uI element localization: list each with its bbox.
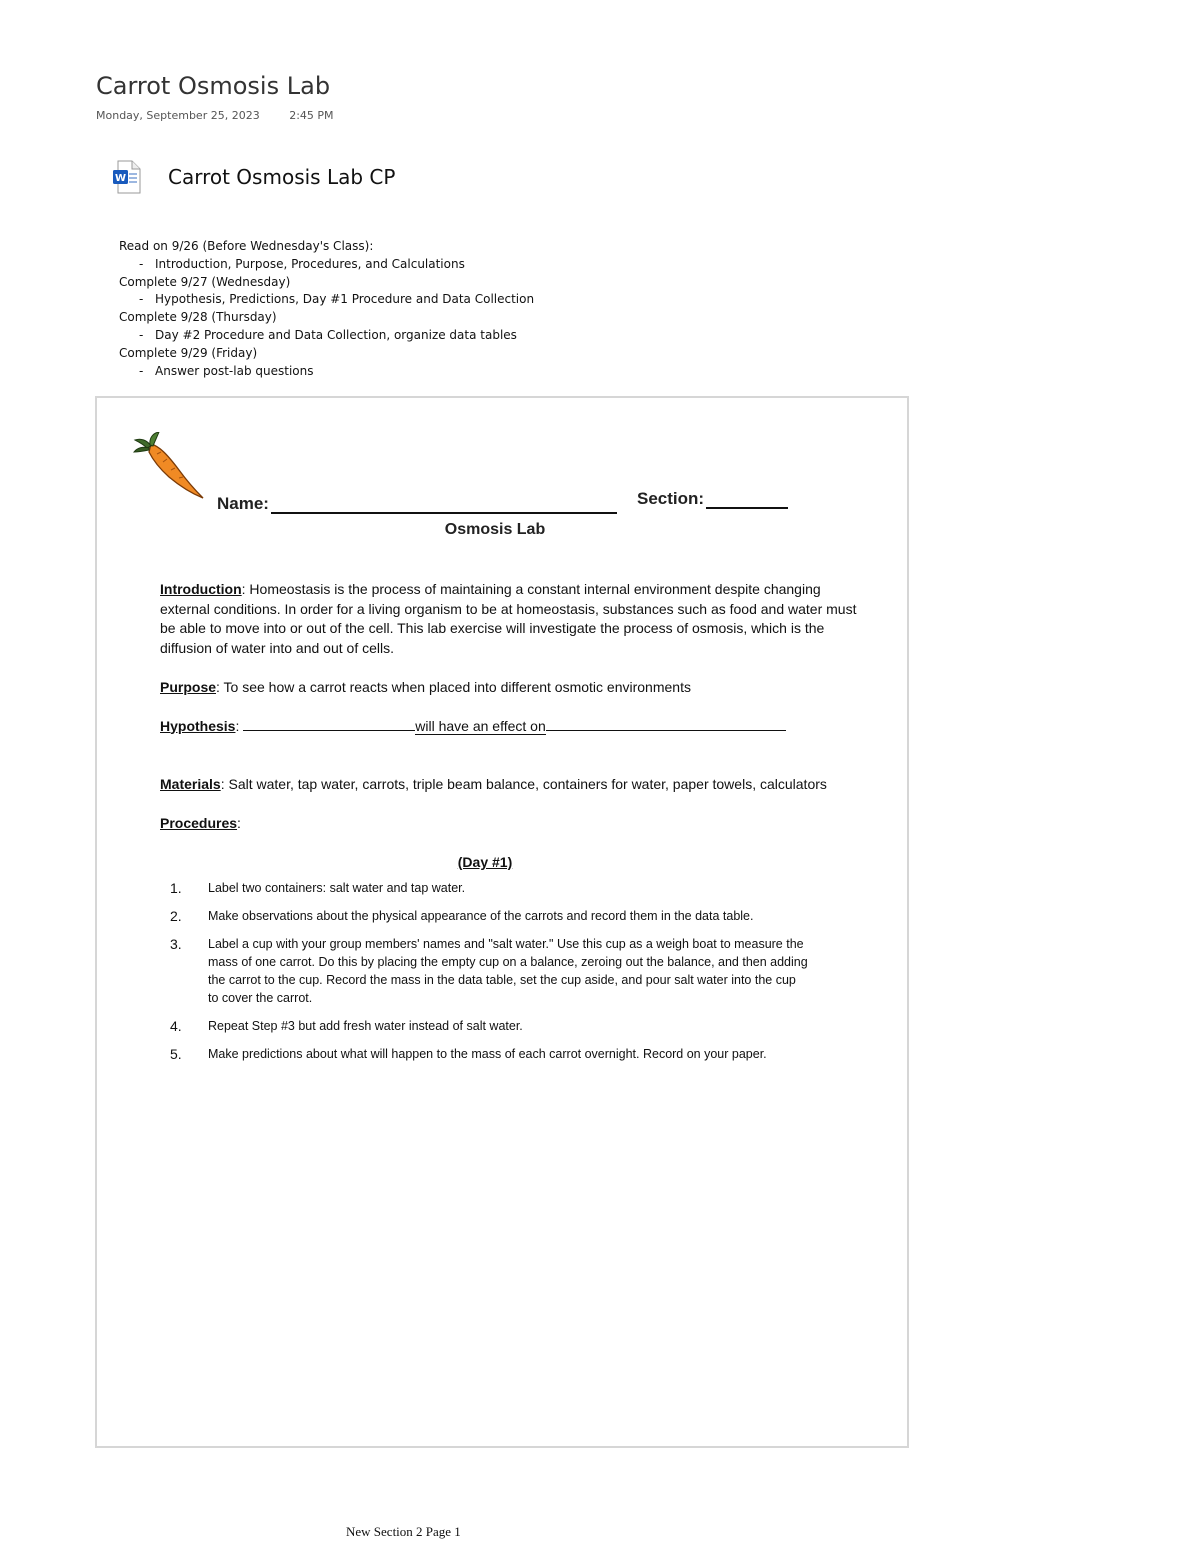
name-field <box>217 494 617 514</box>
schedule-heading: Complete 9/27 (Wednesday) <box>119 274 291 289</box>
schedule-heading: Complete 9/28 (Thursday) <box>119 310 277 325</box>
purpose-paragraph: Purpose: To see how a carrot reacts when placed into different osmotic environments <box>160 678 691 695</box>
document-printout <box>95 396 909 1448</box>
hypothesis-paragraph: Hypothesis: will have an effect on <box>160 717 860 737</box>
schedule-item: - Day #2 Procedure and Data Collection, organize data tables <box>139 327 517 342</box>
schedule-item: - Answer post-lab questions <box>139 363 314 378</box>
procedure-step: 4. Repeat Step #3 but add fresh water instead of salt water. <box>170 1017 523 1034</box>
introduction-paragraph: Introduction: Homeostasis is the process of maintaining a constant internal environment despite changing external conditions. In order for a living organism to be at homeostasis, substances such as food and water must be able to move into or out of the cell. This lab exercise will investigate the process of osmosis, which is the diffusion of water into and out of cells. <box>160 581 857 656</box>
page-footer: New Section 2 Page 1 <box>346 1524 461 1539</box>
name-label: Name: <box>217 494 269 513</box>
name-blank <box>271 498 617 514</box>
procedures-heading: Procedures: <box>160 815 241 831</box>
section-label: Section: <box>637 489 705 508</box>
word-document-icon <box>112 160 142 194</box>
procedure-step: 3. Label a cup with your group members' names and "salt water." Use this cup as a weigh boat to measure the mass of one carrot. Do this by placing the empty cup on a balance, zeroing out the balance, and then adding the carrot to the cup. Record the mass in the data table, set the cup aside, and pour salt water into the cup to cover the carrot. <box>170 935 808 1005</box>
schedule-heading: Complete 9/29 (Friday) <box>119 345 258 360</box>
section-field <box>637 489 788 509</box>
page-timestamp <box>96 109 334 122</box>
day-heading: (Day #1) <box>457 854 513 870</box>
schedule-heading: Read on 9/26 (Before Wednesday's Class): <box>119 239 374 253</box>
page-title: Carrot Osmosis Lab <box>96 72 331 100</box>
page-time: 2:45 PM <box>289 109 334 122</box>
file-attachment[interactable] <box>112 160 395 194</box>
schedule-notes <box>119 238 534 380</box>
section-blank <box>706 493 788 509</box>
schedule-item: - Hypothesis, Predictions, Day #1 Procedure and Data Collection <box>139 292 535 307</box>
schedule-item: - Introduction, Purpose, Procedures, and Calculations <box>139 256 465 271</box>
document-title: Osmosis Lab <box>444 521 546 538</box>
page-date: Monday, September 25, 2023 <box>96 109 260 122</box>
carrot-icon <box>133 432 207 507</box>
procedure-steps <box>160 879 860 1063</box>
attachment-name[interactable]: Carrot Osmosis Lab CP <box>168 165 396 189</box>
procedure-step: 2. Make observations about the physical appearance of the carrots and record them in the data table. <box>170 907 754 924</box>
document-body <box>160 580 860 1073</box>
svg-text:W: W <box>114 173 127 184</box>
procedure-step: 1. Label two containers: salt water and tap water. <box>170 879 466 896</box>
materials-paragraph: Materials: Salt water, tap water, carrots, triple beam balance, containers for water, paper towels, calculators <box>160 776 827 792</box>
procedure-step: 5. Make predictions about what will happen to the mass of each carrot overnight. Record on your paper. <box>170 1045 767 1062</box>
